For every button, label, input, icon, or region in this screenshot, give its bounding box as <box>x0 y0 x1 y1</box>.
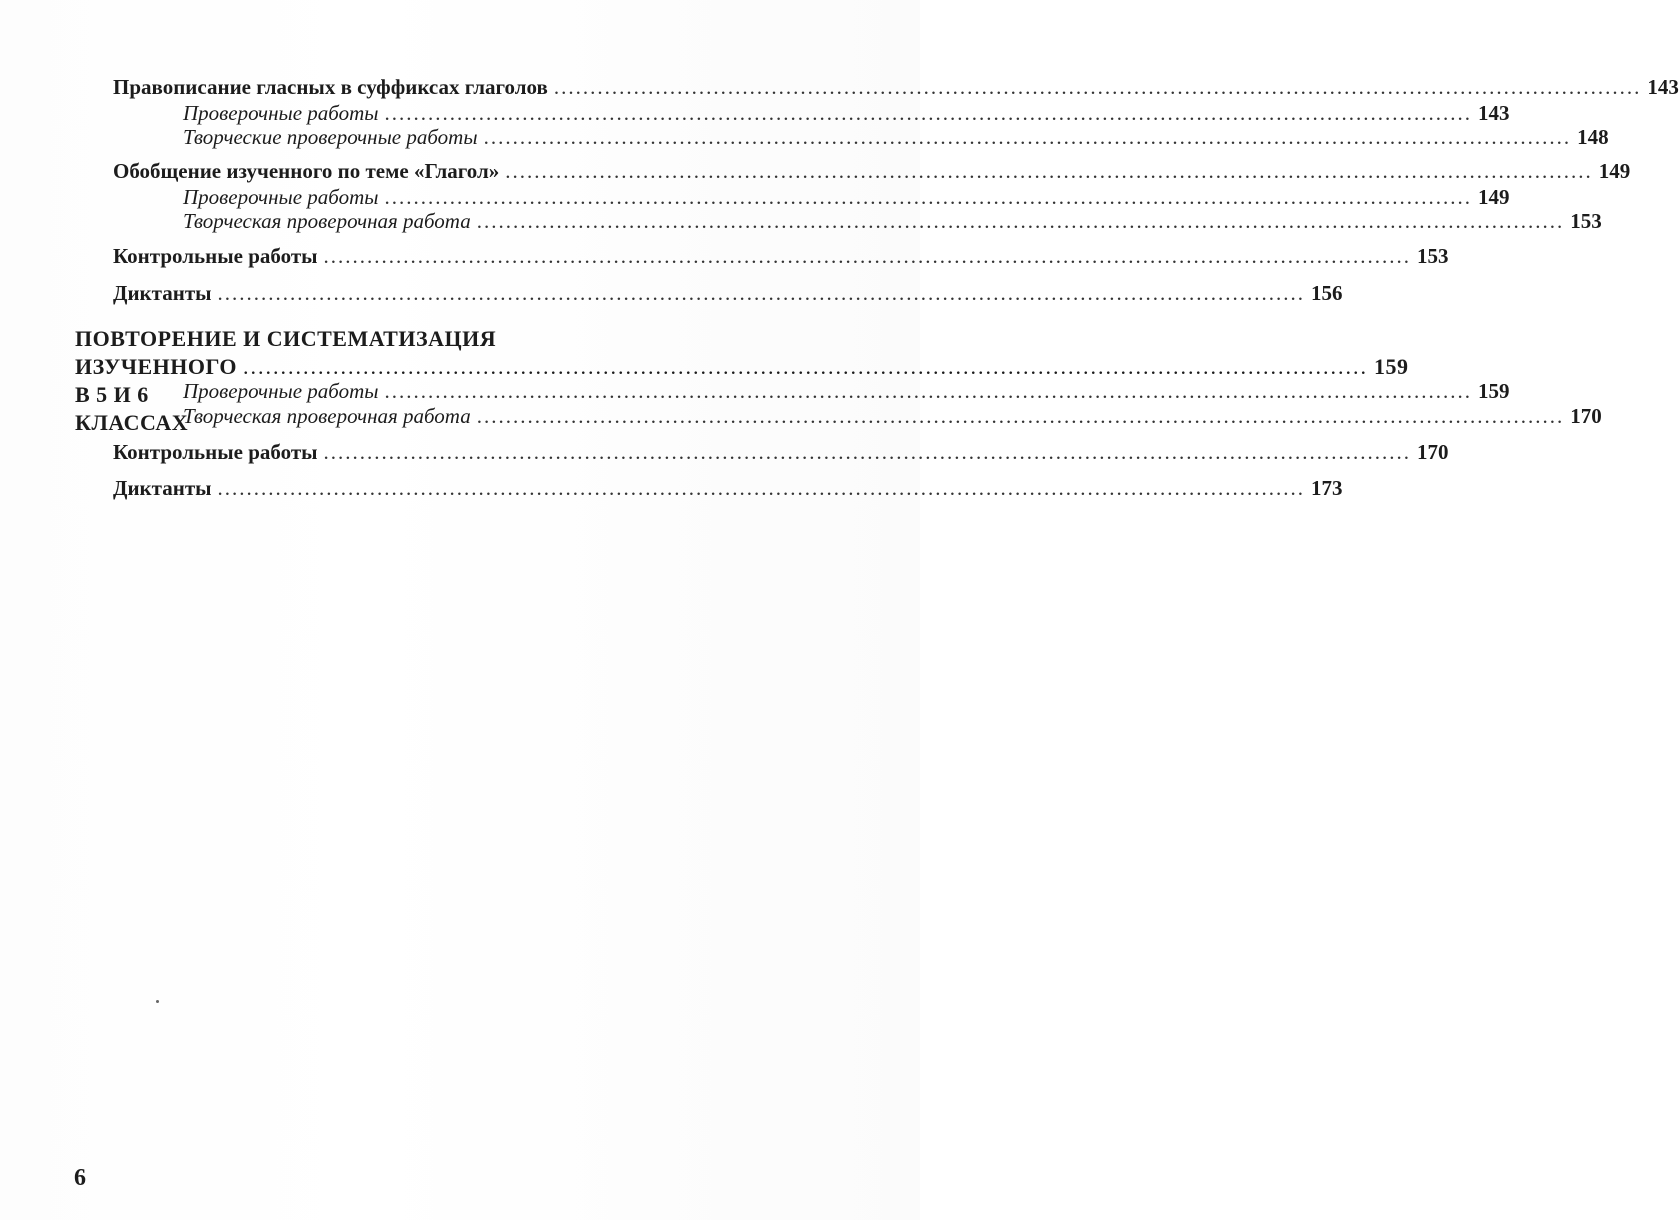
toc-entry-page: 156 <box>1311 281 1343 305</box>
leader-dots: ...................................................................................................................................................... <box>384 101 1472 125</box>
toc-entry-label: Творческие проверочные работы <box>183 125 478 149</box>
leader-dots: ...................................................................................................................................................... <box>323 244 1412 268</box>
print-speck <box>156 1000 159 1003</box>
toc-entry-label: Контрольные работы <box>113 440 318 464</box>
toc-entry-page: 170 <box>1570 404 1602 428</box>
leader-dots: ...................................................................................................................................................... <box>483 125 1572 149</box>
leader-dots: ...................................................................................................................................................... <box>476 404 1565 428</box>
toc-entry-label: Правописание гласных в суффиксах глаголов <box>113 75 548 99</box>
leader-dots: ...................................................................................................................................................... <box>217 476 1306 500</box>
toc-entry[interactable] <box>183 124 1609 150</box>
toc-entry-label: Диктанты <box>113 281 212 305</box>
toc-entry-page: 170 <box>1417 440 1449 464</box>
toc-entry[interactable] <box>183 184 1510 210</box>
toc-entry[interactable] <box>113 439 1449 465</box>
toc-entry-label: Проверочные работы <box>183 101 379 125</box>
toc-entry-page: 143 <box>1477 101 1510 125</box>
leader-dots: ...................................................................................................................................................... <box>476 209 1565 233</box>
toc-entry-page: 159 <box>1477 379 1510 403</box>
leader-dots: ...................................................................................................................................................... <box>243 354 1369 379</box>
toc-entry-label: Творческая проверочная работа <box>183 209 471 233</box>
toc-entry-page: 173 <box>1311 476 1343 500</box>
toc-entry-label: Диктанты <box>113 476 212 500</box>
toc-entry-label: Обобщение изученного по теме «Глагол» <box>113 159 500 183</box>
toc-entry-page: 148 <box>1577 125 1609 149</box>
leader-dots: ...................................................................................................................................................... <box>553 75 1642 99</box>
toc-entry-page: 143 <box>1647 75 1679 99</box>
toc-entry-label: Творческая проверочная работа <box>183 404 471 428</box>
toc-entry[interactable] <box>113 158 1631 184</box>
toc-entry-label: Проверочные работы <box>183 185 379 209</box>
leader-dots: ...................................................................................................................................................... <box>384 379 1472 403</box>
toc-entry-label: Проверочные работы <box>183 379 379 403</box>
leader-dots: ...................................................................................................................................................... <box>505 159 1593 183</box>
toc-entry-page: 149 <box>1477 185 1510 209</box>
toc-entry-page: 153 <box>1570 209 1602 233</box>
toc-entry[interactable] <box>183 208 1602 234</box>
toc-entry[interactable] <box>183 403 1602 429</box>
toc-entry[interactable] <box>183 100 1510 126</box>
page-number: 6 <box>74 1165 86 1191</box>
toc-entry-page: 153 <box>1417 244 1449 268</box>
toc-entry-page: 149 <box>1598 159 1631 183</box>
section-page: 159 <box>1374 354 1409 379</box>
leader-dots: ...................................................................................................................................................... <box>323 440 1412 464</box>
toc-entry-label: Контрольные работы <box>113 244 318 268</box>
section-title-line-2: ИЗУЧЕННОГО В 5 И 6 КЛАССАХ <box>75 354 238 435</box>
toc-entry[interactable] <box>183 378 1510 404</box>
section-title-line-1: ПОВТОРЕНИЕ И СИСТЕМАТИЗАЦИЯ <box>75 326 497 351</box>
toc-entry[interactable] <box>113 475 1343 501</box>
toc-entry[interactable] <box>113 280 1343 306</box>
leader-dots: ...................................................................................................................................................... <box>217 281 1306 305</box>
toc-entry[interactable] <box>113 243 1449 269</box>
leader-dots: ...................................................................................................................................................... <box>384 185 1472 209</box>
toc-entry[interactable] <box>113 74 1679 100</box>
